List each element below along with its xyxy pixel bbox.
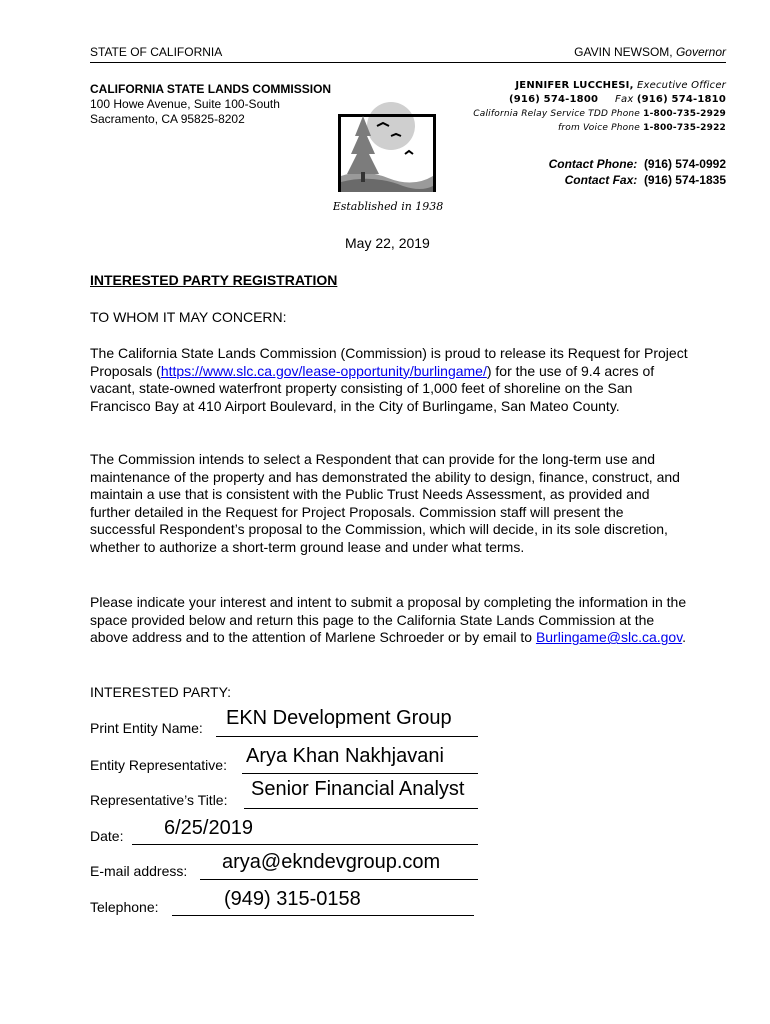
rep-title-value[interactable]: Senior Financial Analyst: [251, 778, 465, 800]
date-line[interactable]: [132, 844, 478, 845]
telephone-line[interactable]: [172, 915, 474, 916]
entity-name-value[interactable]: EKN Development Group: [226, 707, 452, 729]
logo-caption: Established in 1938: [333, 200, 443, 213]
paragraph-2: The Commission intends to select a Respondent that can provide for the long-term use and maintenance of the property and has demonstrated the ability to design, finance, construct, and maintain a use that is consistent with the Public Trust Needs Assessment, as provided and further detailed in the Request for Project Proposals. Commission staff will present the successful Respondent’s proposal to the Commission, which will decide, in its sole discretion, whether to authorize a short-term ground lease and under what terms.: [90, 451, 680, 555]
proposal-link[interactable]: https://www.slc.ca.gov/lease-opportunity/burlingame/: [160, 362, 487, 379]
telephone-value[interactable]: (949) 315-0158: [224, 888, 361, 910]
paragraph-3-text-b: .: [682, 629, 687, 646]
contact-block: [549, 156, 726, 188]
address-line-2: Sacramento, CA 95825-8202: [90, 112, 245, 126]
letter-date: May 22, 2019: [345, 235, 430, 251]
voice-phone: 1-800-735-2922: [643, 123, 726, 133]
paragraph-3: [90, 594, 690, 647]
email-value[interactable]: arya@ekndevgroup.com: [222, 851, 441, 873]
contact-phone-label: Contact Phone:: [548, 157, 638, 171]
governor-title: Governor: [675, 45, 726, 59]
paragraph-1: [90, 345, 690, 415]
contact-phone: (916) 574-0992: [643, 157, 726, 171]
representative-value[interactable]: Arya Khan Nakhjavani: [246, 745, 444, 767]
email-line[interactable]: [200, 879, 478, 880]
header-divider: [90, 62, 726, 63]
governor-line: [574, 45, 726, 59]
rep-title-line[interactable]: [244, 808, 478, 809]
exec-fax-label: Fax: [615, 94, 634, 105]
date-value[interactable]: 6/25/2019: [164, 817, 253, 839]
date-label: Date:: [90, 828, 124, 844]
exec-fax: (916) 574-1810: [636, 94, 726, 105]
contact-fax-label: Contact Fax:: [564, 173, 638, 187]
address-line-1: 100 Howe Avenue, Suite 100-South: [90, 97, 280, 111]
telephone-label: Telephone:: [90, 899, 159, 915]
executive-block: [473, 79, 726, 135]
governor-name: GAVIN NEWSOM,: [574, 45, 673, 59]
entity-name-line[interactable]: [216, 736, 478, 737]
entity-name-label: Print Entity Name:: [90, 720, 203, 736]
exec-name: JENNIFER LUCCHESI,: [515, 80, 634, 91]
paragraph-3-text-a: Please indicate your interest and intent to submit a proposal by completing the information in the space provided below and return this page to the California State Lands Commission at the above address and to the attention of Marlene Schroeder or by email to: [90, 594, 687, 646]
interested-party-heading: INTERESTED PARTY:: [90, 684, 232, 700]
commission-address: [90, 97, 280, 127]
paragraph-1-text-a: The California State Lands Commission (Commission) is proud to release its Request for Project Proposals (: [90, 345, 688, 379]
rep-title-label: Representative’s Title:: [90, 792, 228, 808]
email-label: E-mail address:: [90, 863, 188, 879]
email-link[interactable]: Burlingame@slc.ca.gov: [535, 629, 683, 646]
contact-fax: (916) 574-1835: [643, 173, 726, 187]
voice-label: from Voice Phone: [557, 123, 641, 133]
salutation: TO WHOM IT MAY CONCERN:: [90, 309, 287, 325]
paragraph-1-text-b: ) for the use of 9.4 acres of vacant, state-owned waterfront property consisting of 1,000 feet of shoreline on the San Francisco Bay at 410 Airport Boulevard, in the City of Burlingame, San Mateo County.: [90, 362, 655, 414]
representative-line[interactable]: [242, 773, 478, 774]
logo-tree-bird-icon: [333, 96, 443, 216]
relay-phone: 1-800-735-2929: [643, 109, 726, 119]
letter-title: INTERESTED PARTY REGISTRATION: [90, 272, 338, 288]
exec-title: Executive Officer: [636, 80, 726, 91]
commission-name: CALIFORNIA STATE LANDS COMMISSION: [90, 82, 332, 96]
relay-label: California Relay Service TDD Phone: [473, 109, 641, 119]
exec-phone: (916) 574-1800: [508, 94, 599, 105]
representative-label: Entity Representative:: [90, 757, 227, 773]
commission-logo: [333, 96, 443, 216]
state-label: STATE OF CALIFORNIA: [90, 45, 223, 59]
